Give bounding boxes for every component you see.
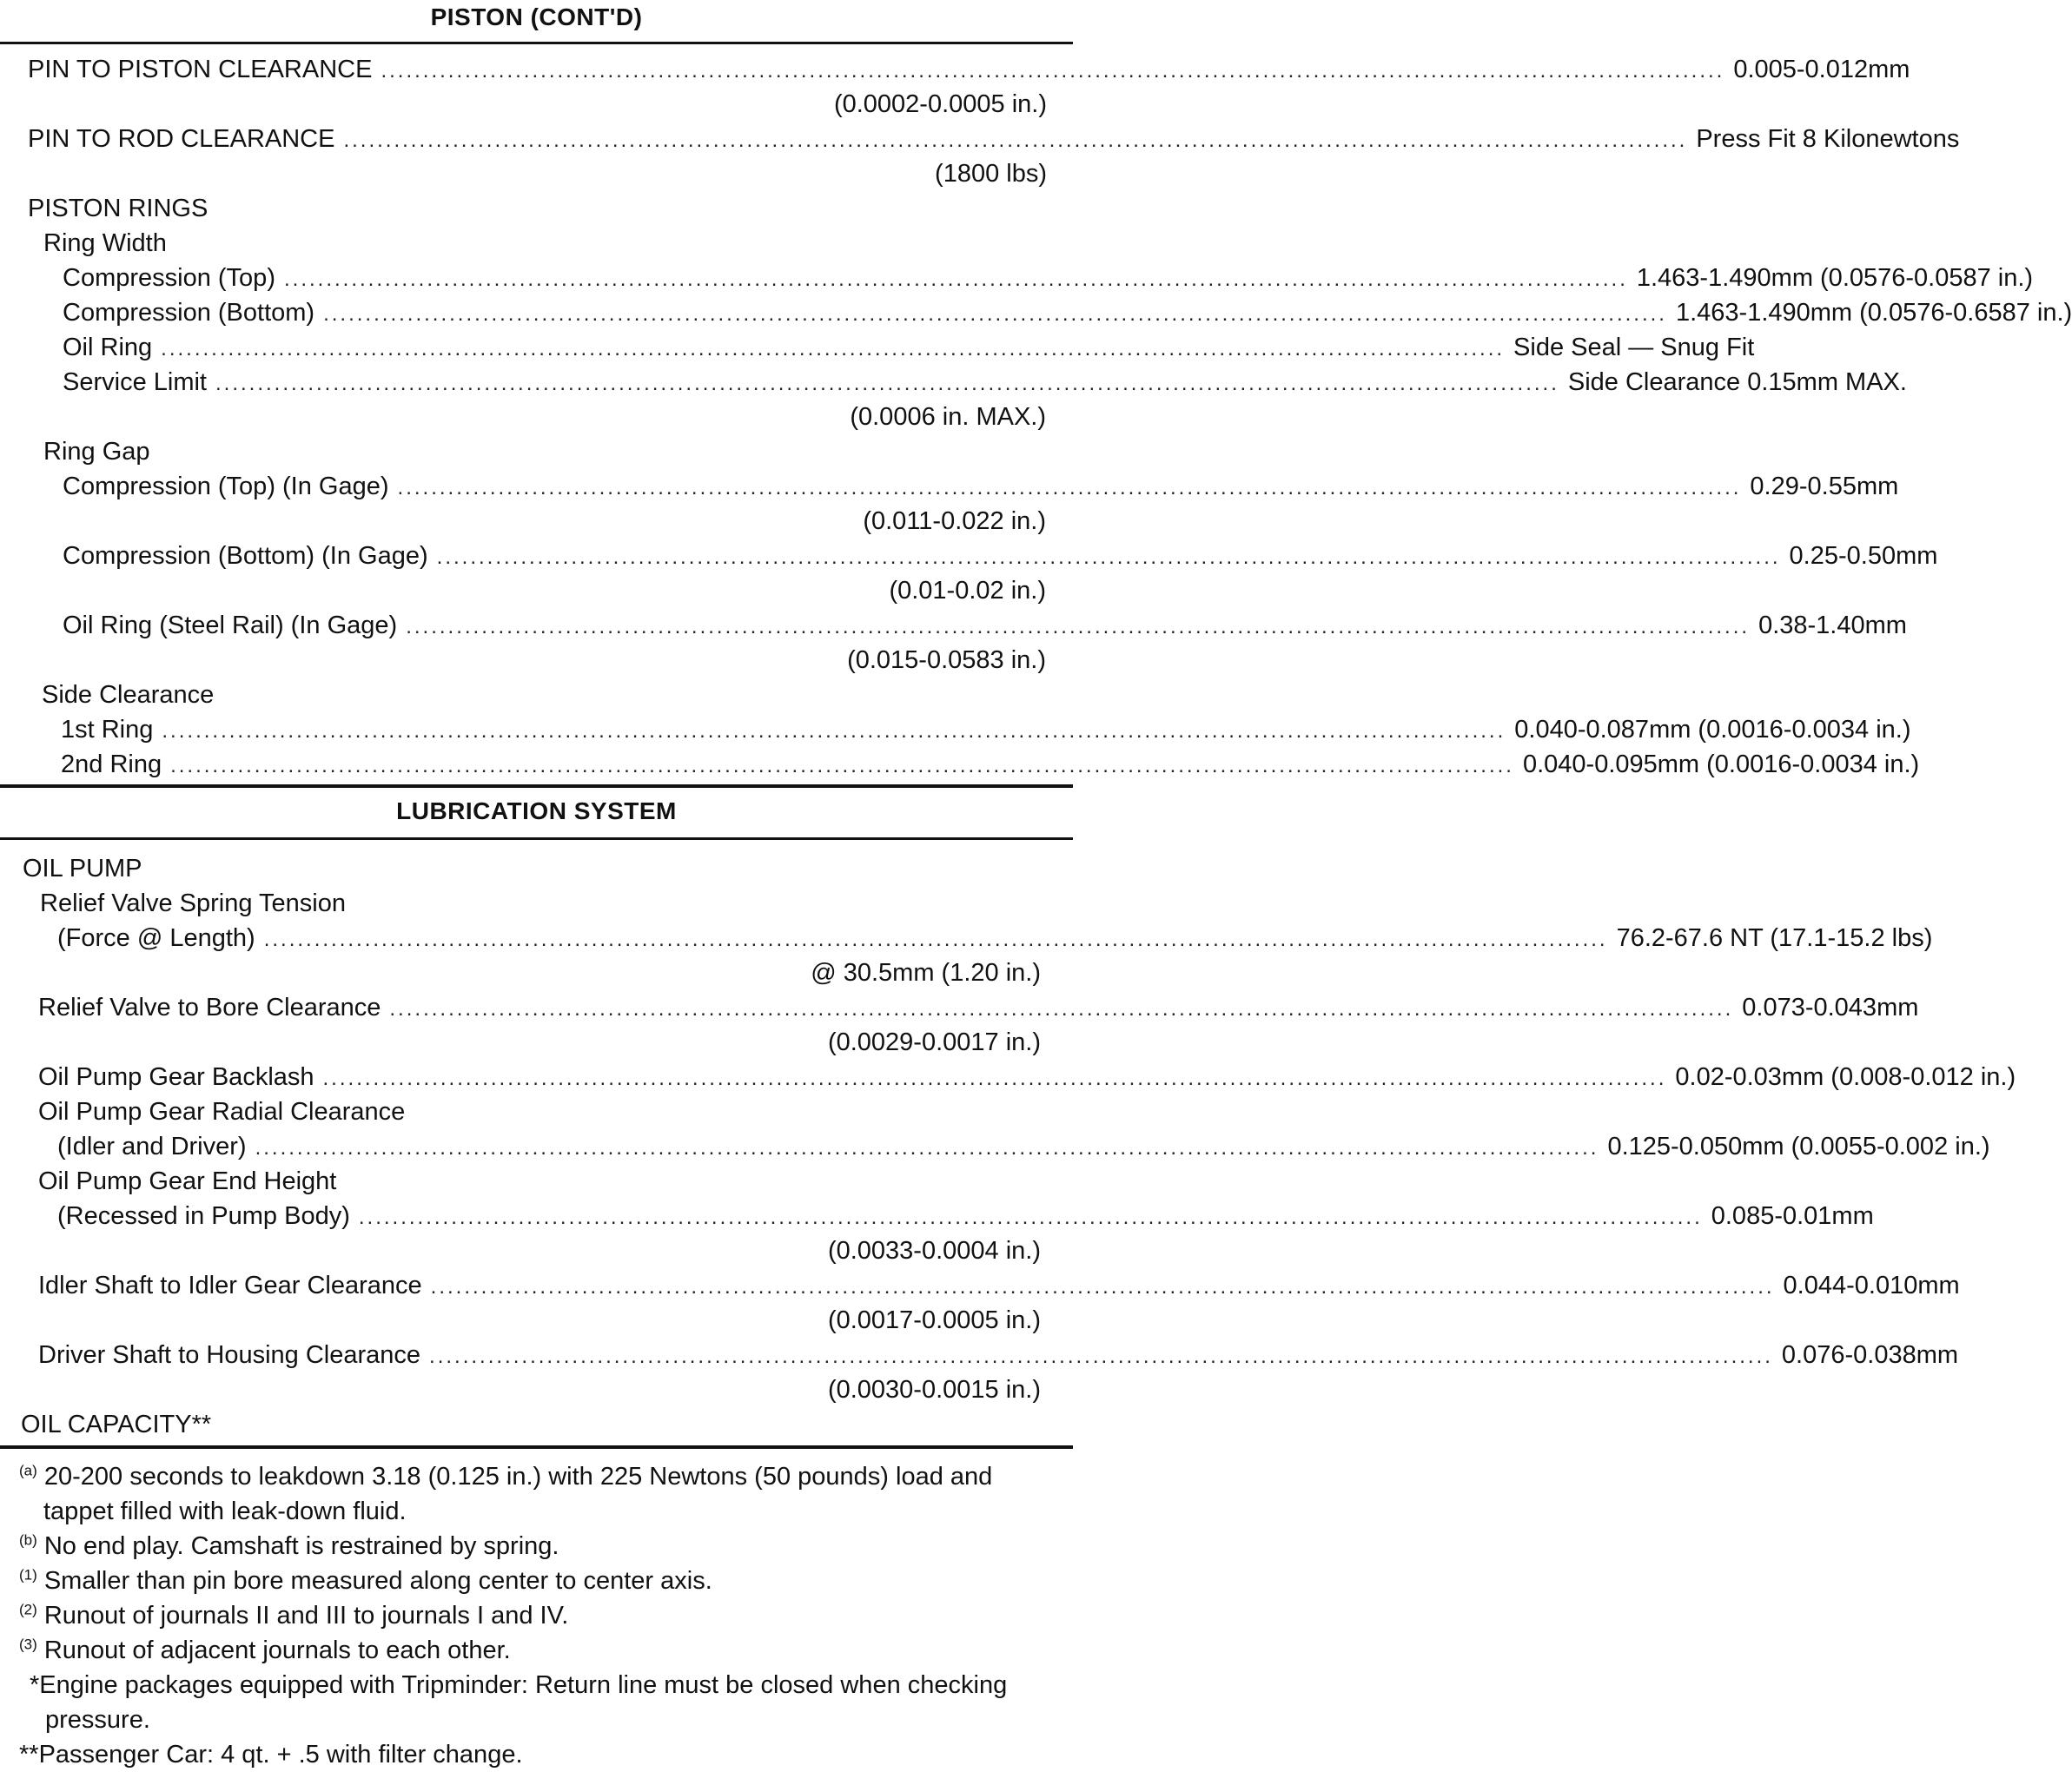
subgroup-heading-radial-clearance: Oil Pump Gear Radial Clearance [38, 1098, 406, 1126]
leader-dots: ................................................................................................................................................................ [389, 997, 1734, 1021]
footnote-text: 20-200 seconds to leakdown 3.18 (0.125 in.) with 225 Newtons (50 pounds) load and [43, 1463, 993, 1491]
leader-dots: ................................................................................................................................................................ [162, 719, 1506, 743]
footnote-text: No end play. Camshaft is restrained by spring. [43, 1532, 559, 1560]
footnote-mark: (1) [19, 1566, 37, 1584]
divider [0, 784, 1073, 788]
leader-dots: ................................................................................................................................................................ [161, 337, 1506, 360]
spec-pin-to-rod [28, 122, 1960, 156]
footnote-mark: (2) [19, 1601, 37, 1618]
divider [0, 837, 1073, 840]
spec-value: 0.044-0.010mm [1783, 1272, 1960, 1299]
spec-value-continued: (0.0029-0.0017 in.) [827, 1028, 1041, 1056]
spec-radial-clearance [57, 1129, 1990, 1164]
spec-gear-backlash [38, 1060, 2016, 1094]
leader-dots: ................................................................................................................................................................ [323, 302, 1667, 326]
footnote-text: Smaller than pin bore measured along center to center axis. [43, 1567, 712, 1595]
spec-label: (Force @ Length) [57, 924, 255, 952]
footnote-star: *Engine packages equipped with Tripminder: Return line must be closed when checking [30, 1671, 1008, 1699]
leader-dots: ................................................................................................................................................................ [397, 476, 1742, 499]
leader-dots: ................................................................................................................................................................ [170, 754, 1514, 777]
leader-dots: ................................................................................................................................................................ [406, 615, 1751, 638]
spec-value: Press Fit 8 Kilonewtons [1696, 125, 1960, 153]
spec-label: (Recessed in Pump Body) [57, 1202, 350, 1230]
spec-value: 1.463-1.490mm (0.0576-0.0587 in.) [1636, 264, 2034, 292]
leader-dots: ................................................................................................................................................................ [358, 1206, 1703, 1229]
footnote-text: Runout of journals II and III to journals I and IV. [43, 1602, 569, 1630]
spec-label: (Idler and Driver) [57, 1133, 247, 1160]
leader-dots: ................................................................................................................................................................ [343, 129, 1688, 152]
spec-value: 0.38-1.40mm [1758, 612, 1907, 639]
footnote-a [19, 1459, 992, 1494]
leader-dots: ................................................................................................................................................................ [381, 59, 1725, 83]
footnote-mark: (3) [19, 1636, 37, 1653]
spec-value: 0.02-0.03mm (0.008-0.012 in.) [1675, 1063, 2016, 1091]
leader-dots: ................................................................................................................................................................ [429, 1345, 1773, 1368]
spec-label: Compression (Top) [63, 264, 275, 292]
spec-gap-oil-ring [63, 608, 1907, 643]
spec-value-continued: (1800 lbs) [935, 160, 1047, 188]
footnote-mark: (b) [19, 1531, 37, 1549]
spec-value-continued: (0.0030-0.0015 in.) [827, 1376, 1041, 1404]
spec-label: Service Limit [63, 368, 207, 396]
spec-gap-compression-bottom [63, 539, 1938, 573]
spec-value: 0.085-0.01mm [1711, 1202, 1874, 1230]
group-heading-oil-pump: OIL PUMP [23, 855, 142, 883]
spec-label: 2nd Ring [61, 750, 162, 778]
spec-value: 0.25-0.50mm [1789, 542, 1938, 570]
leader-dots: ................................................................................................................................................................ [322, 1067, 1667, 1090]
spec-value: 1.463-1.490mm (0.0576-0.6587 in.) [1675, 299, 2072, 327]
spec-first-ring [61, 712, 1911, 747]
subgroup-heading-relief-spring: Relief Valve Spring Tension [40, 889, 346, 917]
leader-dots: ................................................................................................................................................................ [283, 268, 1628, 291]
spec-pin-to-piston [28, 52, 1910, 87]
spec-second-ring [61, 747, 1920, 782]
spec-value-continued: (0.0006 in. MAX.) [850, 403, 1046, 431]
spec-label: Compression (Top) (In Gage) [63, 473, 389, 500]
leader-dots: ................................................................................................................................................................ [436, 545, 1781, 569]
spec-service-limit [63, 365, 1907, 400]
spec-compression-top [63, 261, 2034, 295]
footnote-mark: (a) [19, 1462, 37, 1479]
spec-value: 0.073-0.043mm [1742, 994, 1919, 1022]
spec-idler-shaft [38, 1268, 1960, 1303]
footnote-star-continued: pressure. [45, 1706, 150, 1734]
footnote-3 [19, 1633, 511, 1668]
spec-label: Compression (Bottom) (In Gage) [63, 542, 428, 570]
spec-label: Compression (Bottom) [63, 299, 315, 327]
leader-dots: ................................................................................................................................................................ [215, 372, 1559, 395]
spec-force-at-length [57, 921, 1933, 955]
spec-label: Relief Valve to Bore Clearance [38, 994, 381, 1022]
spec-compression-bottom [63, 295, 2072, 330]
footnote-a-continued: tappet filled with leak-down fluid. [43, 1498, 407, 1525]
spec-end-height [57, 1199, 1874, 1233]
spec-label: Driver Shaft to Housing Clearance [38, 1341, 421, 1369]
spec-value-continued: (0.01-0.02 in.) [889, 577, 1046, 605]
subgroup-heading-ring-width: Ring Width [43, 229, 167, 257]
section-title-lubrication: LUBRICATION SYSTEM [396, 797, 677, 824]
footnote-1 [19, 1564, 712, 1598]
spec-value: 76.2-67.6 NT (17.1-15.2 lbs) [1616, 924, 1933, 952]
spec-value: 0.040-0.087mm (0.0016-0.0034 in.) [1514, 716, 1911, 744]
spec-value: 0.29-0.55mm [1750, 473, 1899, 500]
spec-value-continued: @ 30.5mm (1.20 in.) [811, 959, 1041, 987]
divider [0, 1445, 1073, 1449]
spec-value: Side Seal — Snug Fit [1513, 334, 1755, 361]
spec-label: 1st Ring [61, 716, 154, 744]
spec-label: Oil Pump Gear Backlash [38, 1063, 314, 1091]
footnote-double-star: **Passenger Car: 4 qt. + .5 with filter change. [19, 1741, 523, 1769]
spec-label: PIN TO PISTON CLEARANCE [28, 56, 373, 83]
spec-value: Side Clearance 0.15mm MAX. [1567, 368, 1907, 396]
subgroup-heading-side-clearance: Side Clearance [42, 681, 215, 709]
group-heading-piston-rings: PISTON RINGS [28, 195, 209, 222]
group-heading-oil-capacity: OIL CAPACITY** [21, 1411, 212, 1438]
spec-label: Oil Ring [63, 334, 153, 361]
spec-gap-compression-top [63, 469, 1899, 504]
spec-value-continued: (0.0002-0.0005 in.) [833, 90, 1047, 118]
spec-driver-shaft [38, 1338, 1959, 1372]
section-title-piston: PISTON (CONT'D) [430, 3, 643, 30]
footnote-2 [19, 1598, 568, 1633]
leader-dots: ................................................................................................................................................................ [430, 1275, 1775, 1299]
divider [0, 42, 1073, 44]
spec-value: 0.076-0.038mm [1781, 1341, 1959, 1369]
spec-oil-ring [63, 330, 1755, 365]
spec-relief-bore [38, 990, 1919, 1025]
spec-value: 0.125-0.050mm (0.0055-0.002 in.) [1607, 1133, 1990, 1160]
subgroup-heading-ring-gap: Ring Gap [43, 438, 150, 466]
leader-dots: ................................................................................................................................................................ [255, 1136, 1599, 1160]
spec-value-continued: (0.0033-0.0004 in.) [827, 1237, 1041, 1265]
footnote-b [19, 1529, 559, 1564]
subgroup-heading-end-height: Oil Pump Gear End Height [38, 1167, 337, 1195]
spec-label: Oil Ring (Steel Rail) (In Gage) [63, 612, 398, 639]
spec-value: 0.040-0.095mm (0.0016-0.0034 in.) [1522, 750, 1920, 778]
spec-value: 0.005-0.012mm [1733, 56, 1910, 83]
spec-label: PIN TO ROD CLEARANCE [28, 125, 335, 153]
spec-value-continued: (0.0017-0.0005 in.) [827, 1306, 1041, 1334]
leader-dots: ................................................................................................................................................................ [263, 928, 1608, 951]
spec-value-continued: (0.015-0.0583 in.) [847, 646, 1046, 674]
footnote-text: Runout of adjacent journals to each other. [43, 1636, 511, 1664]
spec-label: Idler Shaft to Idler Gear Clearance [38, 1272, 422, 1299]
spec-value-continued: (0.011-0.022 in.) [863, 507, 1046, 535]
